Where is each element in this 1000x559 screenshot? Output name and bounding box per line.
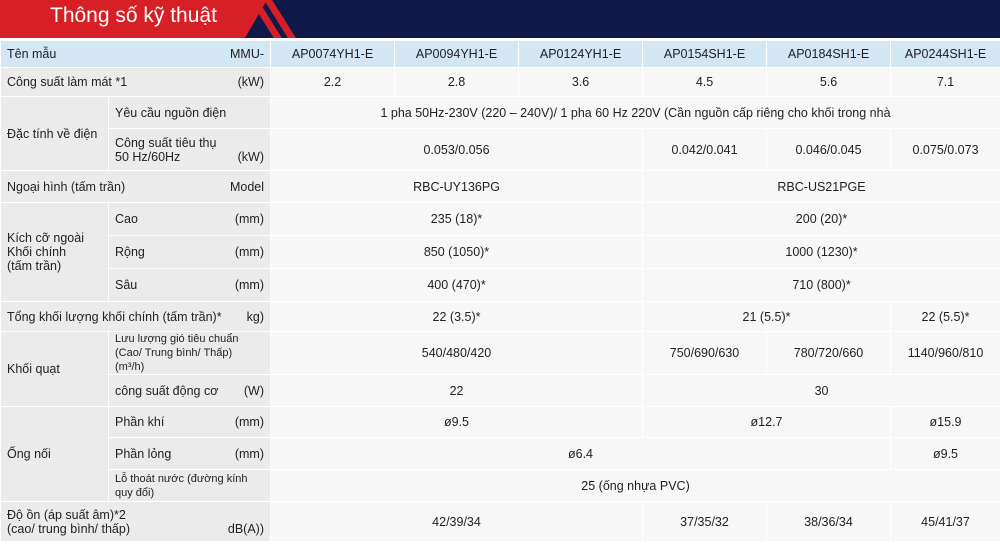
cooling-label-cell	[1, 68, 271, 97]
size-depth-value: 400 (470)*	[271, 269, 643, 302]
drain-label: Lỗ thoát nước (đường kính quy đổi)	[109, 470, 271, 502]
size-width-value: 850 (1050)*	[271, 236, 643, 269]
gas-unit: (mm)	[234, 415, 265, 429]
noise-value: 45/41/37	[891, 502, 1000, 542]
noise-value: 42/39/34	[271, 502, 643, 542]
noise-unit: dB(A))	[227, 521, 265, 536]
appearance-row	[1, 171, 1000, 203]
drain-row	[1, 470, 1000, 502]
consumption-value: 0.053/0.056	[271, 129, 643, 171]
appearance-value: RBC-UY136PG	[271, 171, 643, 203]
motor-value: 30	[643, 375, 1000, 407]
size-depth-value: 710 (800)*	[643, 269, 1000, 302]
weight-label-cell	[1, 302, 271, 332]
appearance-label: Ngoại hình (tấm trần)	[7, 179, 126, 194]
size-width-unit: (mm)	[234, 245, 265, 259]
cooling-value: 7.1	[891, 68, 1000, 97]
size-height-value: 235 (18)*	[271, 203, 643, 236]
header-row	[1, 41, 1000, 68]
consumption-label-line2: 50 Hz/60Hz	[115, 149, 181, 164]
airflow-value: 750/690/630	[643, 332, 767, 375]
noise-row	[1, 502, 1000, 542]
airflow-label-cell	[109, 332, 271, 375]
consumption-value: 0.042/0.041	[643, 129, 767, 171]
consumption-unit: (kW)	[237, 149, 265, 164]
motor-label: công suất động cơ	[115, 383, 219, 398]
cooling-value: 4.5	[643, 68, 767, 97]
liquid-value: ø9.5	[891, 438, 1000, 470]
power-req-label: Yêu cầu nguồn điện	[109, 97, 271, 129]
size-depth-label-cell	[109, 269, 271, 302]
consumption-label-cell	[109, 129, 271, 171]
airflow-value: 780/720/660	[767, 332, 891, 375]
weight-unit: kg)	[246, 309, 265, 324]
weight-row	[1, 302, 1000, 332]
power-req-value: 1 pha 50Hz-230V (220 – 240V)/ 1 pha 60 Hz 220V (Cần nguồn cấp riêng cho khối trong nhà	[271, 97, 1000, 129]
consumption-row	[1, 129, 1000, 171]
model-name-cell	[1, 41, 271, 68]
liquid-pipe-row	[1, 438, 1000, 470]
liquid-label-cell	[109, 438, 271, 470]
model-header: AP0124YH1-E	[519, 41, 643, 68]
model-header: AP0184SH1-E	[767, 41, 891, 68]
size-group-line3: (tấm trần)	[7, 259, 62, 273]
consumption-value: 0.046/0.045	[767, 129, 891, 171]
noise-label-cell	[1, 502, 271, 542]
gas-pipe-row	[1, 407, 1000, 438]
weight-label: Tổng khối lượng khối chính (tấm trần)*	[7, 309, 222, 324]
liquid-label: Phần lỏng	[115, 446, 172, 461]
weight-value: 21 (5.5)*	[643, 302, 891, 332]
size-group-label	[1, 203, 109, 302]
size-height-label: Cao	[115, 212, 138, 226]
noise-value: 37/35/32	[643, 502, 767, 542]
airflow-label-line1: Lưu lượng gió tiêu chuẩn	[115, 333, 239, 345]
motor-row	[1, 375, 1000, 407]
size-height-row	[1, 203, 1000, 236]
airflow-value: 1140/960/810	[891, 332, 1000, 375]
page-title: Thông số kỹ thuật	[50, 4, 217, 27]
motor-label-cell	[109, 375, 271, 407]
cooling-value: 2.8	[395, 68, 519, 97]
appearance-value: RBC-US21PGE	[643, 171, 1000, 203]
model-header: AP0094YH1-E	[395, 41, 519, 68]
power-req-row	[1, 97, 1000, 129]
spec-table	[0, 40, 1000, 542]
gas-value: ø12.7	[643, 407, 891, 438]
size-depth-row	[1, 269, 1000, 302]
consumption-label-line1: Công suất tiêu thụ	[115, 135, 217, 150]
cooling-row	[1, 68, 1000, 97]
airflow-row	[1, 332, 1000, 375]
fan-group-label: Khối quạt	[1, 332, 109, 407]
weight-value: 22 (3.5)*	[271, 302, 643, 332]
size-depth-label: Sâu	[115, 278, 138, 292]
title-banner	[0, 0, 1000, 38]
gas-label: Phần khí	[115, 415, 165, 429]
model-header: AP0244SH1-E	[891, 41, 1000, 68]
size-width-row	[1, 236, 1000, 269]
gas-label-cell	[109, 407, 271, 438]
size-depth-unit: (mm)	[234, 278, 265, 292]
noise-label-line2: (cao/ trung bình/ thấp)	[7, 521, 130, 536]
airflow-label-line2: (Cao/ Trung bình/ Thấp) (m³/h)	[115, 347, 233, 373]
liquid-value: ø6.4	[271, 438, 891, 470]
appearance-unit: Model	[229, 179, 265, 194]
cooling-unit: (kW)	[237, 75, 265, 89]
model-name-label: Tên mẫu	[7, 47, 57, 61]
model-prefix: MMU-	[230, 47, 265, 61]
gas-value: ø15.9	[891, 407, 1000, 438]
size-height-unit: (mm)	[234, 212, 265, 226]
pipe-group-label: Ống nối	[1, 407, 109, 502]
size-width-label: Rộng	[115, 245, 145, 259]
size-height-value: 200 (20)*	[643, 203, 1000, 236]
size-group-line1: Kích cỡ ngoài	[7, 231, 84, 245]
size-width-label-cell	[109, 236, 271, 269]
size-group-line2: Khối chính	[7, 245, 67, 259]
noise-value: 38/36/34	[767, 502, 891, 542]
gas-value: ø9.5	[271, 407, 643, 438]
size-width-value: 1000 (1230)*	[643, 236, 1000, 269]
motor-value: 22	[271, 375, 643, 407]
electric-group-label: Đặc tính về điện	[1, 97, 109, 171]
appearance-label-cell	[1, 171, 271, 203]
model-header: AP0074YH1-E	[271, 41, 395, 68]
cooling-value: 2.2	[271, 68, 395, 97]
airflow-value: 540/480/420	[271, 332, 643, 375]
drain-value: 25 (ống nhựa PVC)	[271, 470, 1000, 502]
model-header: AP0154SH1-E	[643, 41, 767, 68]
size-height-label-cell	[109, 203, 271, 236]
cooling-value: 3.6	[519, 68, 643, 97]
liquid-unit: (mm)	[234, 446, 265, 461]
weight-value: 22 (5.5)*	[891, 302, 1000, 332]
consumption-value: 0.075/0.073	[891, 129, 1000, 171]
cooling-value: 5.6	[767, 68, 891, 97]
motor-unit: (W)	[243, 383, 265, 398]
noise-label-line1: Độ ồn (áp suất âm)*2	[7, 507, 126, 522]
cooling-label: Công suất làm mát *1	[7, 75, 128, 89]
